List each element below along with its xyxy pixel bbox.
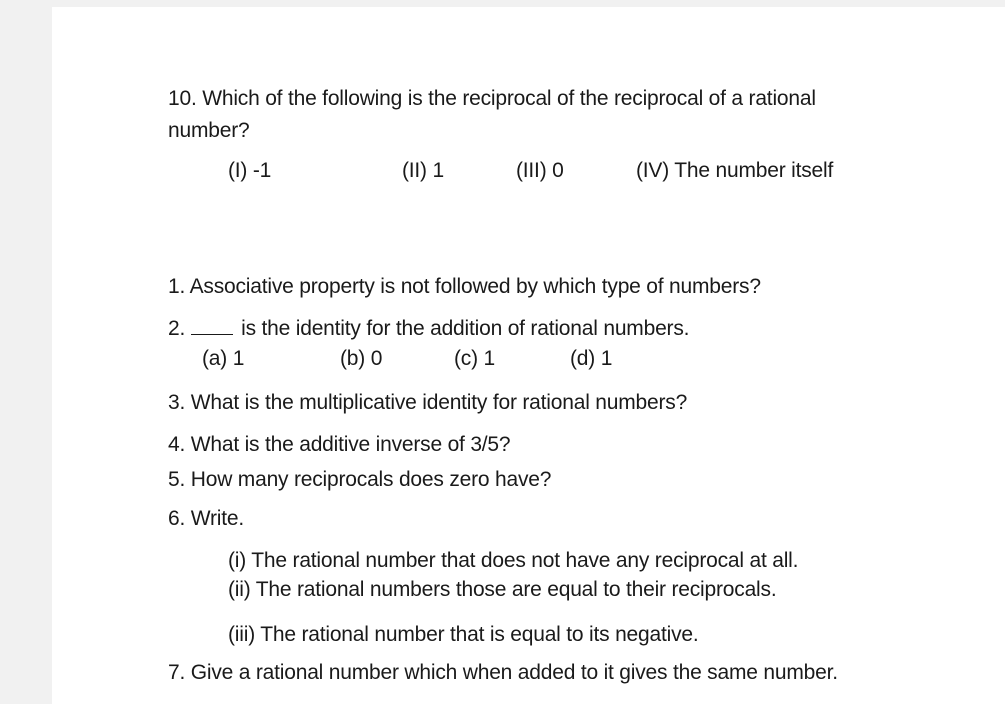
- question-2-number: 2.: [168, 317, 186, 340]
- q10-text-line2: number?: [168, 119, 250, 142]
- question-2: [168, 317, 689, 341]
- q10-text-line1: 10. Which of the following is the reciprocal of the reciprocal of a rational: [168, 87, 816, 110]
- question-5: 5. How many reciprocals does zero have?: [168, 468, 552, 491]
- q10-option-3: (III) 0: [516, 159, 564, 182]
- q2-option-b: (b) 0: [340, 347, 383, 370]
- document-page: [52, 7, 1005, 704]
- q2-option-a: (a) 1: [202, 347, 245, 370]
- q10-option-2: (II) 1: [402, 159, 444, 182]
- q6-item-iii: (iii) The rational number that is equal to its negative.: [228, 623, 699, 646]
- question-4: 4. What is the additive inverse of 3/5?: [168, 433, 511, 456]
- question-7: 7. Give a rational number which when added to it gives the same number.: [168, 661, 838, 684]
- question-2-text: is the identity for the addition of rational numbers.: [241, 317, 690, 340]
- q2-option-c: (c) 1: [454, 347, 496, 370]
- answer-blank: [191, 318, 233, 335]
- q10-option-4: (IV) The number itself: [636, 159, 834, 182]
- q6-item-i: (i) The rational number that does not have any reciprocal at all.: [228, 549, 799, 572]
- q10-option-1: (I) -1: [228, 159, 272, 182]
- q6-item-ii: (ii) The rational numbers those are equal to their reciprocals.: [228, 578, 777, 601]
- question-1: 1. Associative property is not followed by which type of numbers?: [168, 275, 761, 298]
- q2-option-d: (d) 1: [570, 347, 613, 370]
- question-3: 3. What is the multiplicative identity for rational numbers?: [168, 391, 688, 414]
- question-6: 6. Write.: [168, 507, 244, 530]
